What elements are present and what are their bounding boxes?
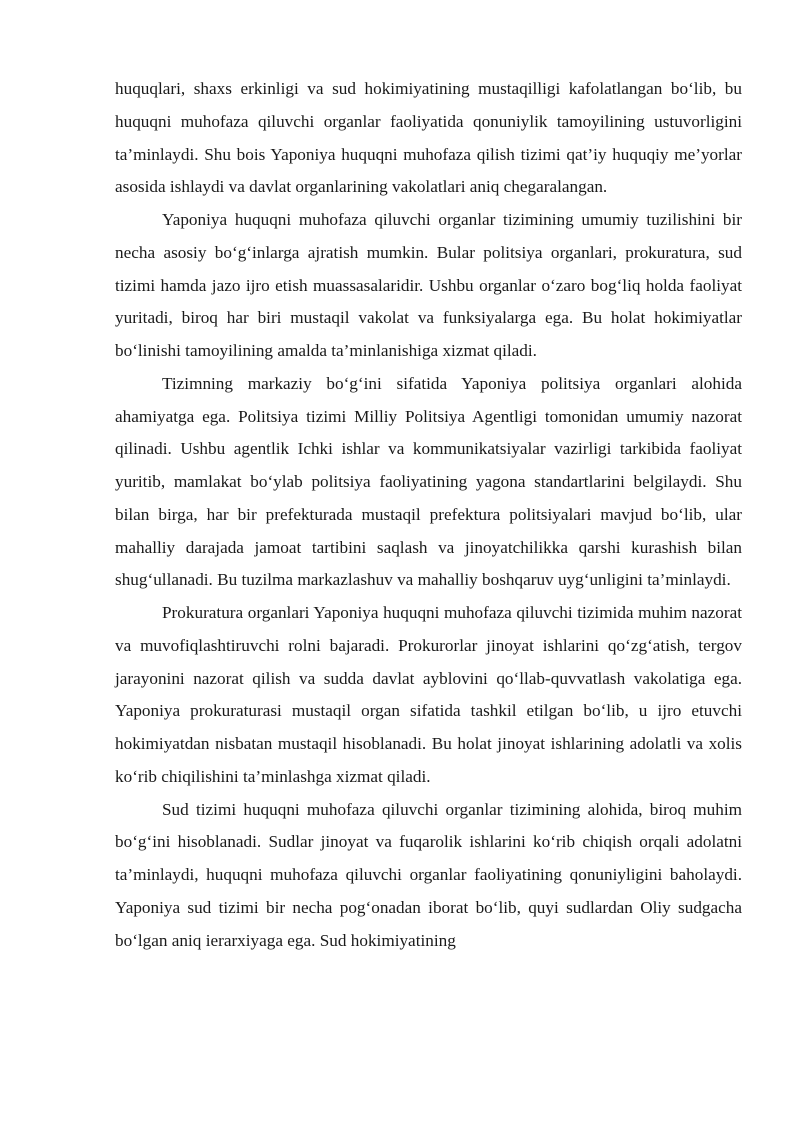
body-text xyxy=(115,73,742,957)
paragraph-continued: huquqlari, shaxs erkinligi va sud hokimiyatining mustaqilligi kafolatlangan bo‘lib, bu huquqni muhofaza qiluvchi organlar faoliyatida qonuniylik tamoyilining ustuvorligini ta’minlaydi. Shu bois Yaponiya huquqni muhofaza qilish tizimi qat’iy huquqiy me’yorlar asosida ishlaydi va davlat organlarining vakolatlari aniq chegaralangan. xyxy=(115,79,742,197)
paragraph-police: Tizimning markaziy bo‘g‘ini sifatida Yaponiya politsiya organlari alohida ahamiyatga ega. Politsiya tizimi Milliy Politsiya Agentligi tomonidan umumiy nazorat qilinadi. Ushbu agentlik Ichki ishlar va kommunikatsiyalar vazirligi tarkibida faoliyat yuritib, mamlakat bo‘ylab politsiya faoliyatining yagona standartlarini belgilaydi. Shu bilan birga, har bir prefekturada mustaqil prefektura politsiyalari mavjud bo‘lib, ular mahalliy darajada jamoat tartibini saqlash va jinoyatchilikka qarshi kurashish bilan shug‘ullanadi. Bu tuzilma markazlashuv va mahalliy boshqaruv uyg‘unligini ta’minlaydi. xyxy=(115,373,742,590)
paragraph-courts: Sud tizimi huquqni muhofaza qiluvchi organlar tizimining alohida, biroq muhim bo‘g‘ini hisoblanadi. Sudlar jinoyat va fuqarolik ishlarini ko‘rib chiqish orqali adolatni ta’minlaydi, huquqni muhofaza qiluvchi organlar faoliyatining qonuniyligini baholaydi. Yaponiya sud tizimi bir necha pog‘onadan iborat bo‘lib, quyi sudlardan Oliy sudgacha bo‘lgan aniq ierarxiyaga ega. Sud hokimiyatining xyxy=(115,799,742,950)
paragraph-prosecution: Prokuratura organlari Yaponiya huquqni muhofaza qiluvchi tizimida muhim nazorat va muvofiqlashtiruvchi rolni bajaradi. Prokurorlar jinoyat ishlarini qo‘zg‘atish, tergov jarayonini nazorat qilish va sudda davlat ayblovini qo‘llab-quvvatlash vakolatiga ega. Yaponiya prokuraturasi mustaqil organ sifatida tashkil etilgan bo‘lib, u ijro etuvchi hokimiyatdan nisbatan mustaqil hisoblanadi. Bu holat jinoyat ishlarining adolatli va xolis ko‘rib chiqilishini ta’minlashga xizmat qiladi. xyxy=(115,603,742,786)
paragraph-system-structure: Yaponiya huquqni muhofaza qiluvchi organlar tizimining umumiy tuzilishini bir necha asosiy bo‘g‘inlarga ajratish mumkin. Bular politsiya organlari, prokuratura, sud tizimi hamda jazo ijro etish muassasalaridir. Ushbu organlar o‘zaro bog‘liq holda faoliyat yuritadi, biroq har biri mustaqil vakolat va funksiyalarga ega. Bu holat hokimiyatlar bo‘linishi tamoyilining amalda ta’minlanishiga xizmat qiladi. xyxy=(115,210,742,360)
